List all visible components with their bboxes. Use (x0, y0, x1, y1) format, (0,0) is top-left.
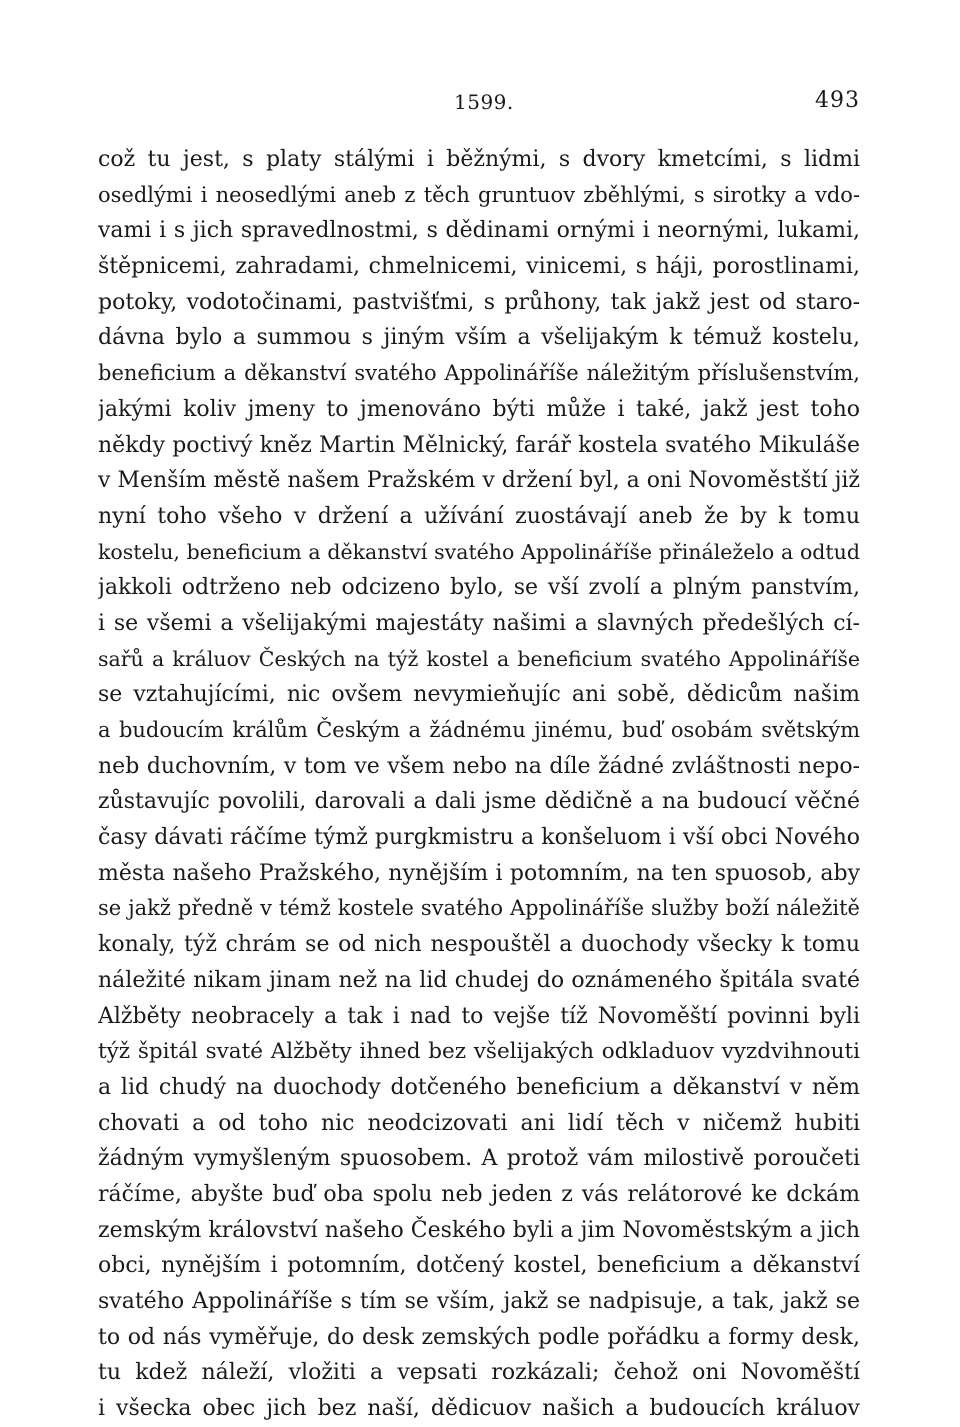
text-line: časy dávati ráčíme týmž purgkmistru a konšeluom i vší obci Nového (98, 825, 860, 851)
text-line: se vztahujícími, nic ovšem nevymieňujíc ani sobě, dědicům našim (98, 682, 860, 708)
text-line: sařů a králuov Českých na týž kostel a beneficium svatého Appolináříše (98, 646, 860, 671)
text-line: náležité nikam jinam než na lid chudej do oznámeného špitála svaté (98, 967, 860, 993)
text-line: štěpnicemi, zahradami, chmelnicemi, vinicemi, s háji, porostlinami, (98, 254, 860, 280)
running-head-year: 1599. (454, 90, 514, 114)
text-line: vami i s jich spravedlnostmi, s dědinami ornými i neornými, lukami, (98, 218, 860, 244)
text-line: žádným vymyšleným spuosobem. A protož vám milostivě poroučeti (98, 1146, 860, 1172)
text-line: a budoucím králům Českým a žádnému jinému, buď osobám světským (98, 718, 860, 742)
page-header (98, 80, 860, 116)
text-line: neb duchovním, v tom ve všem nebo na díle žádné zvláštnosti nepo- (98, 753, 860, 779)
body-text (98, 142, 860, 1427)
text-line: ráčíme, abyšte buď oba spolu neb jeden z vás relátorové ke dckám (98, 1181, 860, 1207)
text-line: jakkoli odtrženo neb odcizeno bylo, se vší zvolí a plným panstvím, (98, 575, 860, 601)
text-line: dávna bylo a summou s jiným vším a všelijakým k témuž kostelu, (98, 325, 860, 351)
text-line: svatého Appolináříše s tím se vším, jakž se nadpisuje, a tak, jakž se (98, 1289, 860, 1314)
text-line: jakými koliv jmeny to jmenováno býti může i také, jakž jest toho (98, 396, 860, 422)
text-line: tu kdež náleží, vložiti a vepsati rozkázali; čehož oni Novoměští (98, 1360, 860, 1386)
text-line: města našeho Pražského, nynějším i potomním, na ten spuosob, aby (98, 860, 860, 886)
text-line: v Menším městě našem Pražském v držení byl, a oni Novoměstští již (98, 468, 860, 494)
text-line: zemským království našeho Českého byli a jim Novoměstským a jich (98, 1217, 860, 1243)
text-line: zůstavujíc povolili, darovali a dali jsme dědičně a na budoucí věčné (98, 789, 860, 815)
text-line: a lid chudý na duochody dotčeného beneficium a děkanství v něm (98, 1074, 860, 1100)
text-line: chovati a od toho nic neodcizovati ani lidí těch v ničemž hubiti (98, 1110, 860, 1136)
text-line: to od nás vyměřuje, do desk zemských podle pořádku a formy desk, (98, 1324, 860, 1350)
text-line: potoky, vodotočinami, pastvišťmi, s průhony, tak jakž jest od staro- (98, 289, 860, 315)
text-line: obci, nynějším i potomním, dotčený kostel, beneficium a děkanství (98, 1253, 860, 1279)
text-line: beneficium a děkanství svatého Appolináříše náležitým příslušenstvím, (98, 361, 860, 386)
text-line: i se všemi a všelijakými majestáty našimi a slavných předešlých cí- (98, 610, 860, 636)
text-line: konaly, týž chrám se od nich nespouštěl a duochody všecky k tomu (98, 932, 860, 958)
text-line: což tu jest, s platy stálými i běžnými, s dvory kmetcími, s lidmi (98, 147, 860, 172)
text-line: týž špitál svaté Alžběty ihned bez všelijakých odkladuov vyzdvihnouti (98, 1039, 860, 1065)
page-number: 493 (815, 88, 860, 113)
text-line: se jakž předně v témž kostele svatého Appolináříše služby boží náležitě (98, 896, 860, 921)
text-line: i všecka obec jich bez naší, dědicuov našich a budoucích králuov (98, 1396, 860, 1422)
text-line: někdy poctivý kněz Martin Mělnický, farář kostela svatého Mikuláše (98, 432, 860, 458)
text-line: osedlými i neosedlými aneb z těch gruntuov zběhlými, s sirotky a vdo- (98, 182, 860, 207)
text-line: nyní toho všeho v držení a užívání zuostávají aneb že by k tomu (98, 503, 860, 529)
text-line: Alžběty neobracely a tak i nad to vejše tíž Novoměští povinni byli (98, 1003, 860, 1029)
text-line: kostelu, beneficium a děkanství svatého Appolináříše přináleželo a odtud (98, 539, 860, 564)
